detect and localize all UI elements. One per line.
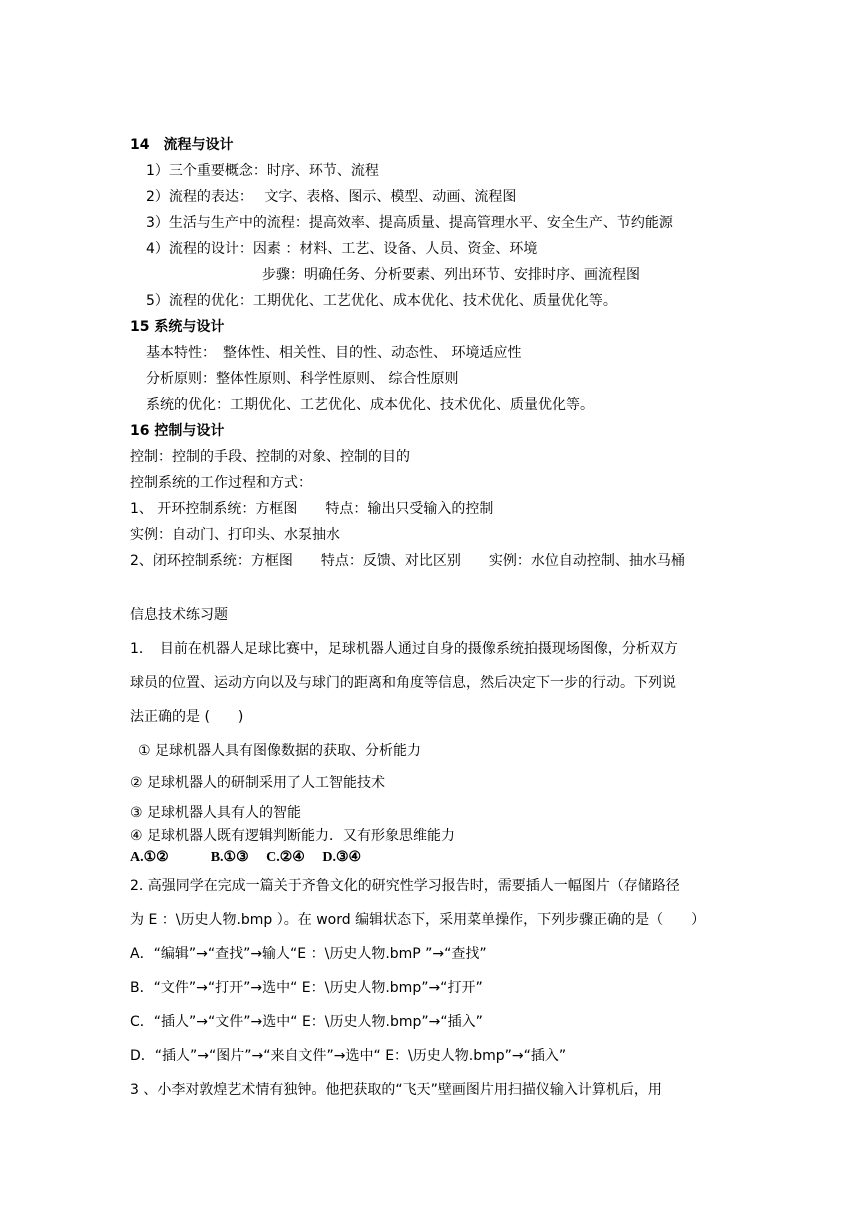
section-15-item: 基本特性： 整体性、相关性、目的性、动态性、 环境适应性 [146,345,522,361]
section-14-item: 3）生活与生产中的流程：提高效率、提高质量、提高管理水平、安全生产、节约能源 [146,215,673,231]
question-3-text: 3 、小李对敦煌艺术情有独钟。他把获取的“飞天”壁画图片用扫描仪输入计算机后，用 [130,1082,662,1098]
section-14-item: 步骤：明确任务、分析要素、列出环节、安排时序、画流程图 [262,267,640,283]
section-15-heading: 15 系统与设计 [130,319,225,335]
question-2-option: C．“插人”→“文件”→选中“ E：\历史人物.bmp”→“插入” [130,1014,483,1030]
question-2-option: A．“编辑”→“查找”→输人“E ：\历史人物.bmP ”→“查找” [130,946,487,962]
question-2-option: D．“插人”→“图片”→“来自文件”→选中“ E：\历史人物.bmp”→“插入” [130,1048,567,1064]
question-1-option: ② 足球机器人的研制采用了人工智能技术 [130,775,385,791]
section-16-heading: 16 控制与设计 [130,423,225,439]
section-14-item: 1）三个重要概念：时序、环节、流程 [146,163,379,179]
section-14-item: 4）流程的设计：因素 ：材料、工艺、设备、人员、资金、环境 [146,241,538,257]
question-1-option: ③ 足球机器人具有人的智能 [130,805,302,821]
question-2-text: 2. 高强同学在完成一篇关于齐鲁文化的研究性学习报告时，需要插人一幅图片（存储路径 [130,878,680,894]
question-1-text: 法正确的是 ( ) [130,709,244,725]
question-1-text: 1． 目前在机器人足球比赛中，足球机器人通过自身的摄像系统拍摄现场图像，分析双方 [130,641,678,657]
section-15-item: 分析原则：整体性原则、科学性原则、 综合性原则 [146,371,459,387]
question-1-text: 球员的位置、运动方向以及与球门的距离和角度等信息，然后决定下一步的行动。下列说 [130,675,676,691]
section-16-item: 实例：自动门、打印头、水泵抽水 [130,527,340,543]
section-15-item: 系统的优化：工期优化、工艺优化、成本优化、技术优化、质量优化等。 [146,397,594,413]
section-14-heading: 14 流程与设计 [130,137,234,153]
question-1-answers: A.①② B.①③ C.②④ D.③④ [130,850,362,865]
section-14-item: 2）流程的表达： 文字、表格、图示、模型、动画、流程图 [146,189,517,205]
question-1-option: ① 足球机器人具有图像数据的获取、分析能力 [138,743,421,759]
exercises-title: 信息技术练习题 [130,607,228,623]
section-16-item: 1、 开环控制系统：方框图 特点：输出只受输入的控制 [130,501,494,517]
question-2-text: 为 E ：\历史人物.bmp ）。在 word 编辑状态下，采用菜单操作，下列步骤正确的是（ ） [130,912,706,928]
question-1-option: ④ 足球机器人既有逻辑判断能力．又有形象思维能力 [130,828,455,844]
section-16-item: 2、闭环控制系统：方框图 特点：反馈、对比区别 实例：水位自动控制、抽水马桶 [130,553,685,569]
section-14-item: 5）流程的优化：工期优化、工艺优化、成本优化、技术优化、质量优化等。 [146,293,617,309]
section-16-item: 控制：控制的手段、控制的对象、控制的目的 [130,449,410,465]
question-2-option: B．“文件”→“打开”→选中“ E：\历史人物.bmp”→“打开” [130,980,483,996]
section-16-item: 控制系统的工作过程和方式： [130,475,312,491]
